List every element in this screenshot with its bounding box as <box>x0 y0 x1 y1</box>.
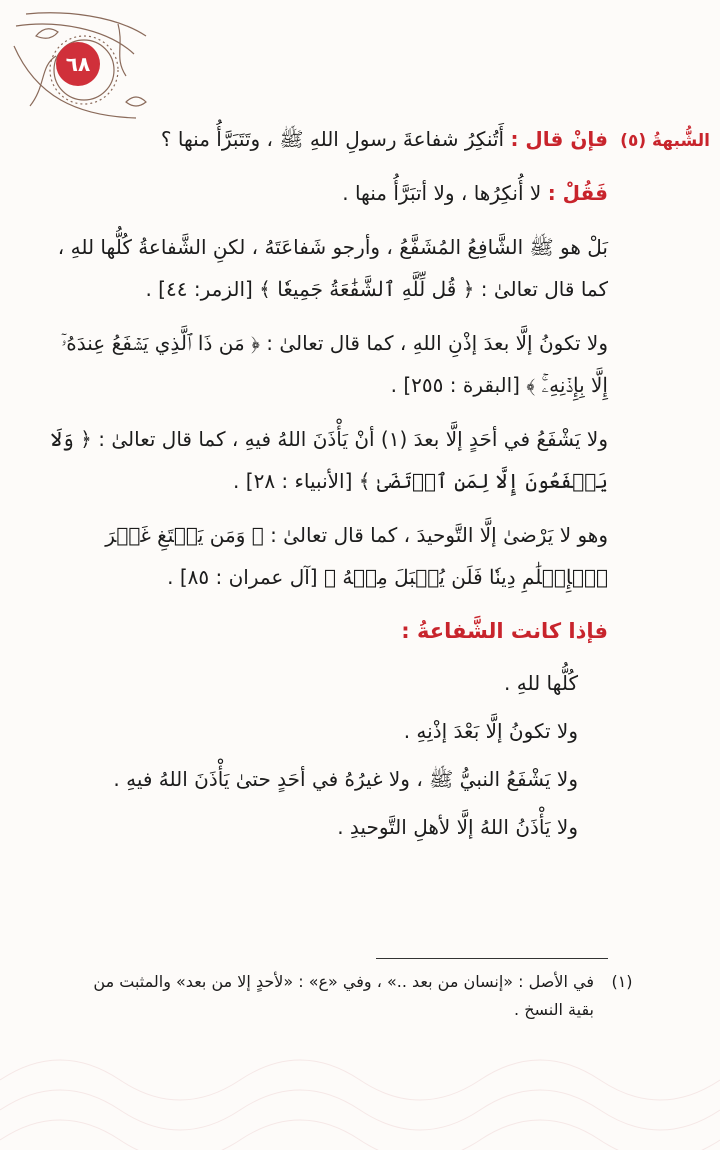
quran-verse: ﴿ وَلَا يَشۡفَعُونَ إِلَّا لِمَنِ ٱرۡتَضَىٰ ﴾ <box>50 427 608 493</box>
paragraph-text: أَتُنكِرُ شفاعةَ رسولِ اللهِ ﷺ ، وتَتَبَرَّأُ منها ؟ <box>160 127 505 151</box>
paragraph-5 <box>42 418 608 502</box>
paragraph-4 <box>42 322 608 406</box>
summary-heading: فإذا كانت الشَّفاعةُ : <box>401 619 608 643</box>
main-text <box>42 118 608 854</box>
summary-line: ولا تكونُ إلَّا بَعْدَ إذْنِهِ . <box>403 719 578 743</box>
footnote-divider <box>376 958 608 959</box>
verse-reference: [الزمر: ٤٤] . <box>145 277 253 301</box>
quran-verse: ﴿ مَن ذَا ٱلَّذِي يَشۡفَعُ عِندَهُۥٓ إِلَّا بِإِذۡنِهِۦۚ ﴾ <box>61 331 608 397</box>
quran-verse: ﴿ قُل لِّلَّهِ ٱلشَّفَٰعَةُ جَمِيعٗا ﴾ <box>259 277 475 301</box>
verse-reference: [آل عمران : ٨٥] . <box>167 565 318 589</box>
paragraph-1 <box>42 118 608 160</box>
summary-line: كُلُّها للهِ . <box>504 671 578 695</box>
bottom-ornament <box>0 1040 720 1150</box>
section-label: الشُّبهةُ (٥) <box>620 131 710 151</box>
lead-phrase: فإنْ قال : <box>510 127 608 151</box>
paragraph-text: ولا تكونُ إلَّا بعدَ إذْنِ اللهِ ، كما قال تعالىٰ : <box>266 331 608 355</box>
lead-phrase: فَقُلْ : <box>547 181 608 205</box>
summary-line: ولا يَشْفَعُ النبيُّ ﷺ ، ولا غيرُهُ في أحَدٍ حتىٰ يَأْذَنَ اللهُ فيهِ . <box>113 767 578 791</box>
summary-line: ولا يَأْذَنُ اللهُ إلَّا لأهلِ التَّوحيدِ . <box>337 815 578 839</box>
verse-reference: [البقرة : ٢٥٥] . <box>390 373 520 397</box>
page-number: ٦٨ <box>56 42 100 86</box>
footnote-number: (١) <box>611 972 633 991</box>
footnote <box>72 968 642 1024</box>
paragraph-text: لا أُنكِرُها ، ولا أتبَرَّأُ منها . <box>342 181 542 205</box>
footnote-text: في الأصل : «إنسان من بعد ..» ، وفي «ع» : «لأحدٍ إلا من بعد» والمثبت من بقية النسخ . <box>93 972 594 1019</box>
verse-reference: [الأنبياء : ٢٨] . <box>233 469 353 493</box>
paragraph-text: بَلْ هو ﷺ الشَّافِعُ المُشَفَّعُ ، وأرجو شَفاعَتَهُ ، لكنِ الشَّفاعةُ كُلُّها للهِ ، كما قال تعالىٰ : <box>57 235 608 301</box>
paragraph-text: ولا يَشْفَعُ في أحَدٍ إلَّا بعدَ (١) أنْ يَأْذَنَ اللهُ فيهِ ، كما قال تعالىٰ : <box>98 427 608 451</box>
paragraph-3 <box>42 226 608 310</box>
paragraph-2 <box>42 172 608 214</box>
paragraph-6 <box>42 514 608 598</box>
quran-verse: ﴿ وَمَن يَبۡتَغِ غَيۡرَ ٱلۡإِسۡلَٰمِ دِينٗا فَلَن يُقۡبَلَ مِنۡهُ ﴾ <box>105 523 608 589</box>
paragraph-text: وهو لا يَرْضىٰ إلَّا التَّوحيدَ ، كما قال تعالىٰ : <box>270 523 608 547</box>
